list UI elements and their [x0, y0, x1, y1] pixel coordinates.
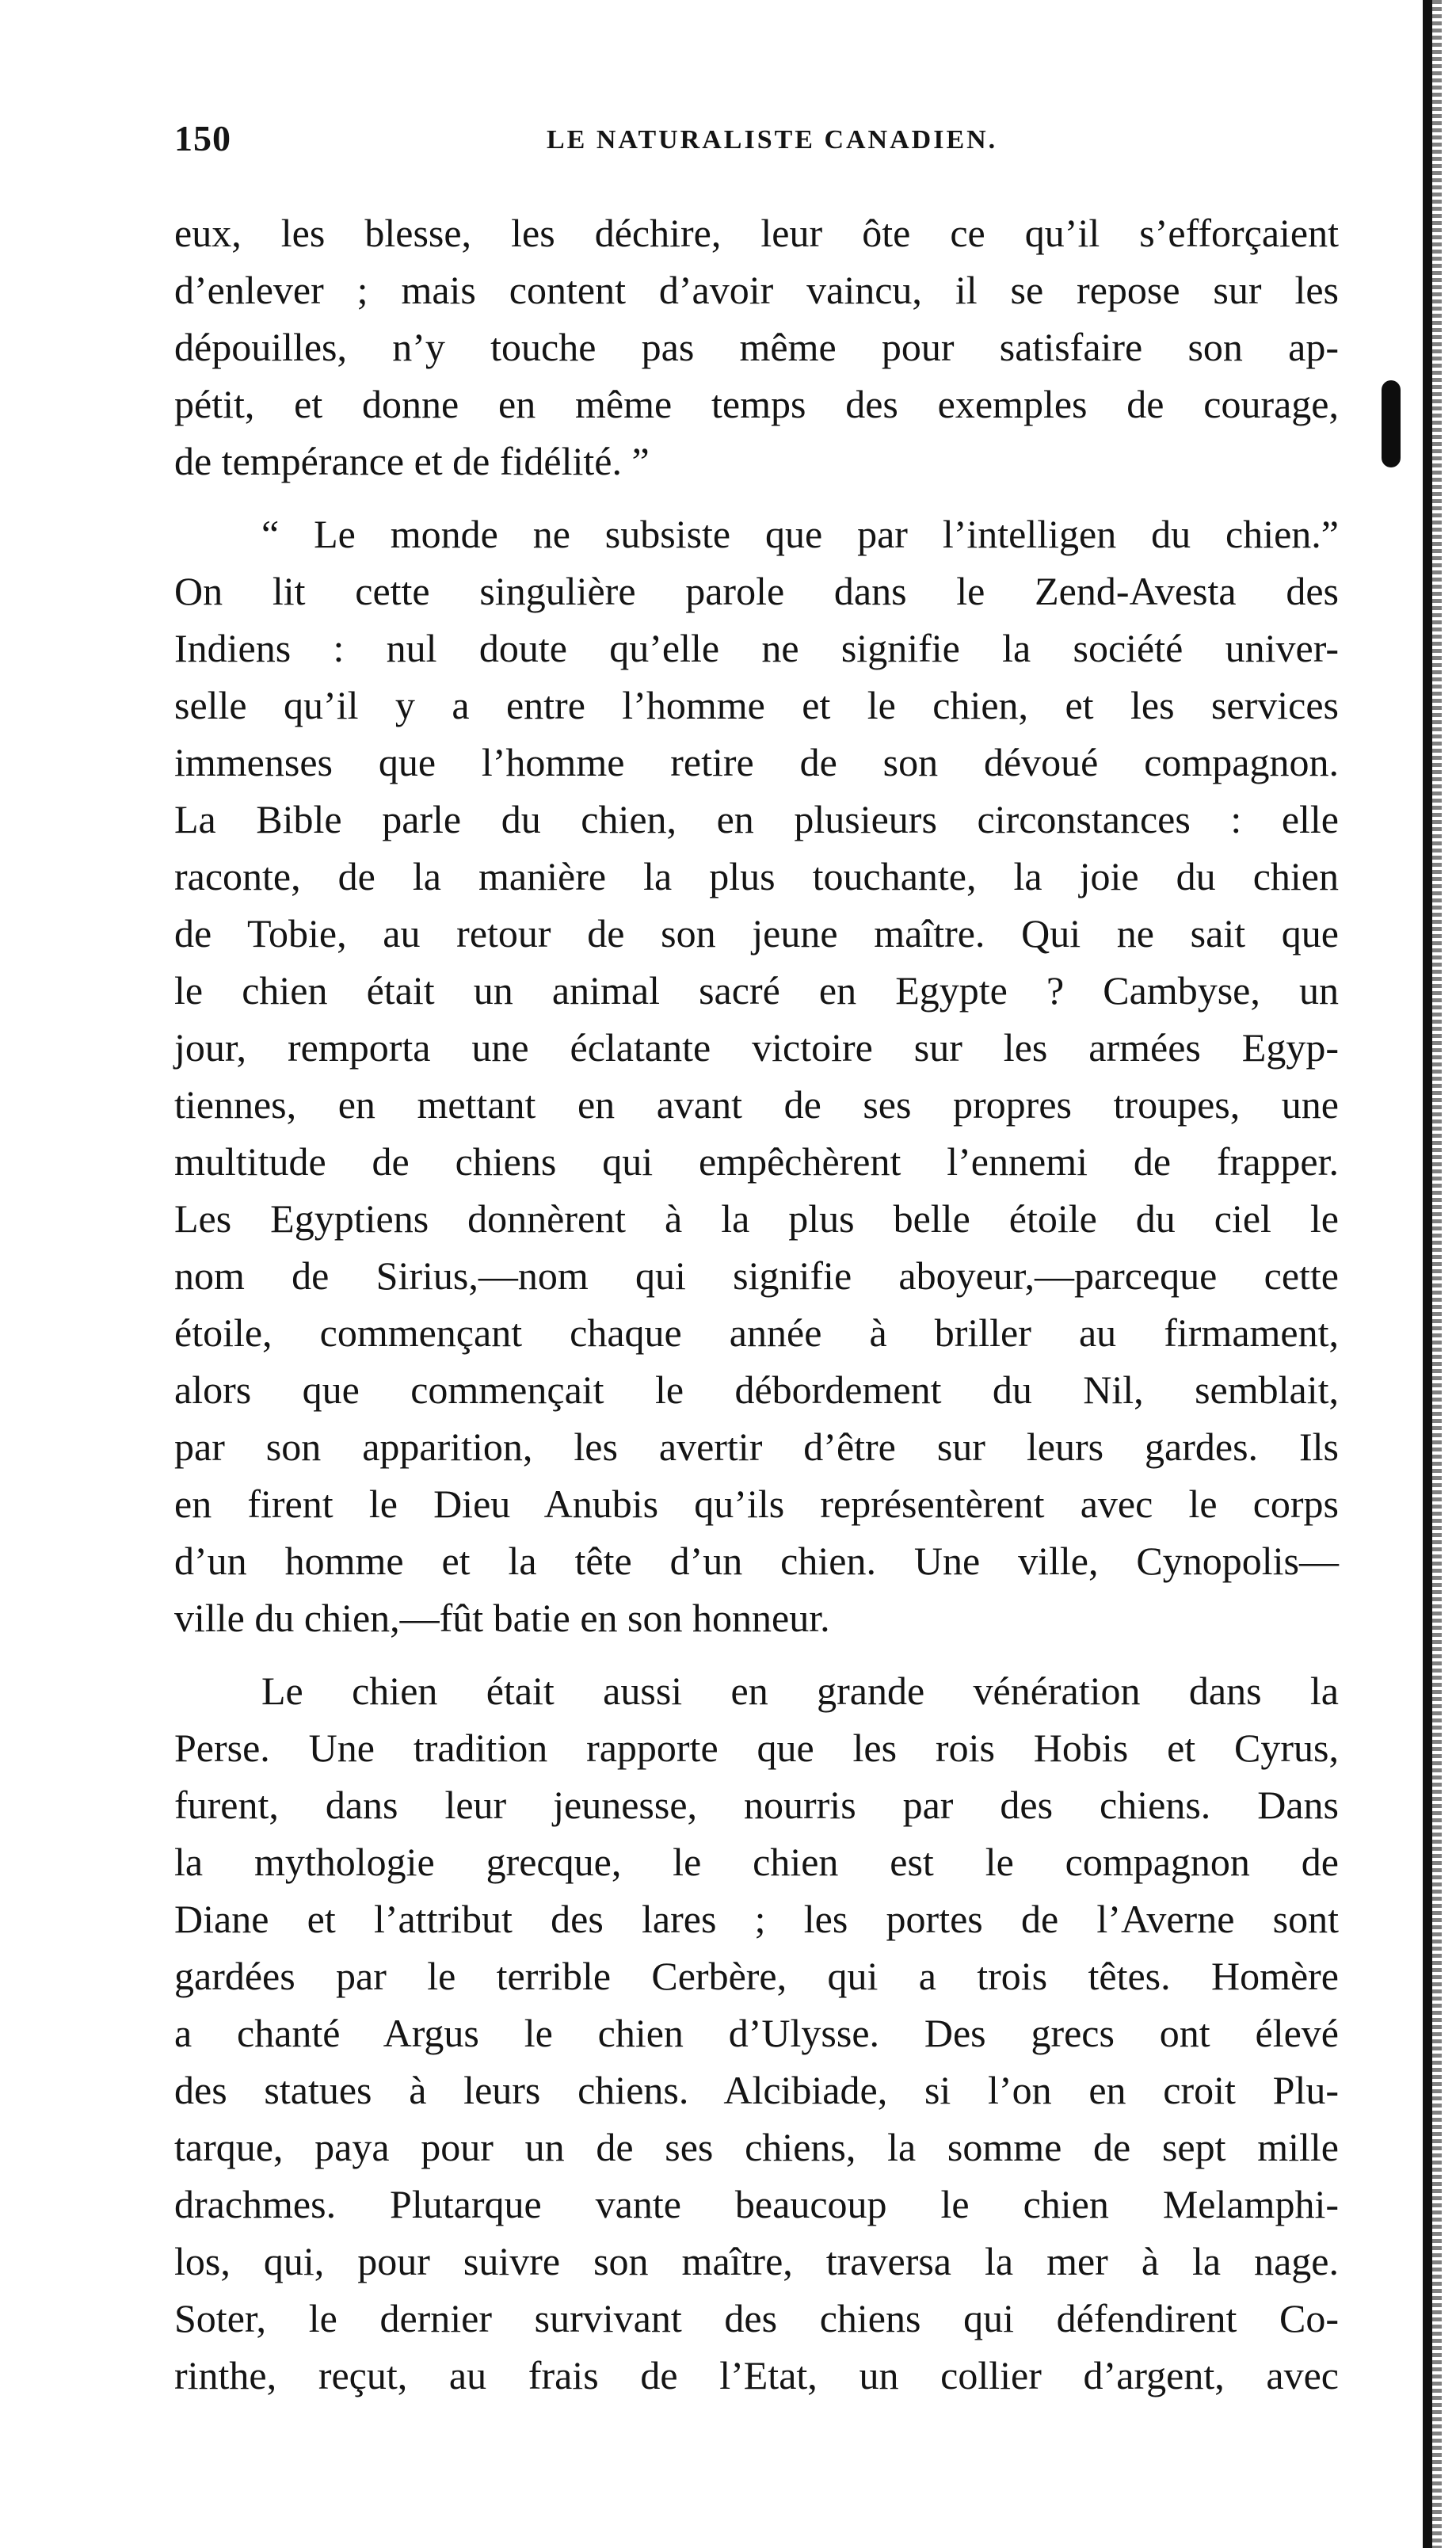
- text-line: étoile, commençant chaque année à briller au firmament,: [174, 1310, 1339, 1355]
- text-line: On lit cette singulière parole dans le Zend-Avesta des: [174, 569, 1339, 613]
- text-line: Soter, le dernier survivant des chiens qui défendirent Co-: [174, 2296, 1339, 2340]
- text-line: selle qu’il y a entre l’homme et le chien, et les services: [174, 683, 1339, 727]
- text-line: des statues à leurs chiens. Alcibiade, si l’on en croit Plu-: [174, 2068, 1339, 2112]
- text-line: Diane et l’attribut des lares ; les portes de l’Averne sont: [174, 1897, 1339, 1941]
- text-line: de Tobie, au retour de son jeune maître. Qui ne sait que: [174, 911, 1339, 956]
- text-line: ville du chien,—fût batie en son honneur.: [174, 1596, 830, 1640]
- text-line: d’enlever ; mais content d’avoir vaincu, il se repose sur les: [174, 268, 1339, 312]
- text-line: alors que commençait le débordement du Nil, semblait,: [174, 1367, 1339, 1412]
- text-line: le chien était un animal sacré en Egypte ? Cambyse, un: [174, 968, 1339, 1013]
- page-number: 150: [174, 118, 231, 158]
- text-line: “ Le monde ne subsiste que par l’intelligen du chien.”: [261, 512, 1339, 556]
- text-line: Le chien était aussi en grande vénération dans la: [261, 1669, 1339, 1713]
- text-line: drachmes. Plutarque vante beaucoup le chien Melamphi-: [174, 2182, 1339, 2226]
- text-line: eux, les blesse, les déchire, leur ôte ce qu’il s’efforçaient: [174, 211, 1339, 255]
- text-line: Indiens : nul doute qu’elle ne signifie la société univer-: [174, 626, 1339, 670]
- text-line: a chanté Argus le chien d’Ulysse. Des grecs ont élevé: [174, 2011, 1339, 2055]
- text-line: multitude de chiens qui empêchèrent l’ennemi de frapper.: [174, 1139, 1339, 1184]
- paragraph-gap: [174, 1646, 1339, 1662]
- text-line: par son apparition, les avertir d’être sur leurs gardes. Ils: [174, 1425, 1339, 1469]
- body-text: [174, 204, 1339, 2404]
- text-line: raconte, de la manière la plus touchante, la joie du chien: [174, 854, 1339, 898]
- page-header: [174, 117, 1299, 181]
- paragraph-gap: [174, 490, 1339, 505]
- text-line: d’un homme et la tête d’un chien. Une ville, Cynopolis—: [174, 1539, 1339, 1583]
- text-line: gardées par le terrible Cerbère, qui a trois têtes. Homère: [174, 1954, 1339, 1998]
- text-line: Perse. Une tradition rapporte que les rois Hobis et Cyrus,: [174, 1726, 1339, 1770]
- text-line: la mythologie grecque, le chien est le compagnon de: [174, 1840, 1339, 1884]
- running-head: LE NATURALISTE CANADIEN.: [547, 125, 998, 154]
- text-line: de tempérance et de fidélité. ”: [174, 439, 650, 483]
- text-line: los, qui, pour suivre son maître, traversa la mer à la nage.: [174, 2239, 1339, 2283]
- text-line: immenses que l’homme retire de son dévoué compagnon.: [174, 740, 1339, 784]
- page-edge-rule: [1423, 0, 1432, 2548]
- text-line: pétit, et donne en même temps des exemples de courage,: [174, 382, 1339, 426]
- text-line: Les Egyptiens donnèrent à la plus belle étoile du ciel le: [174, 1196, 1339, 1241]
- text-line: nom de Sirius,—nom qui signifie aboyeur,—parceque cette: [174, 1253, 1339, 1298]
- text-line: en firent le Dieu Anubis qu’ils représentèrent avec le corps: [174, 1482, 1339, 1526]
- text-line: La Bible parle du chien, en plusieurs circonstances : elle: [174, 797, 1339, 841]
- text-line: dépouilles, n’y touche pas même pour satisfaire son ap-: [174, 325, 1339, 369]
- text-line: tiennes, en mettant en avant de ses propres troupes, une: [174, 1082, 1339, 1127]
- ink-blot: [1382, 380, 1401, 467]
- text-line: rinthe, reçut, au frais de l’Etat, un collier d’argent, avec: [174, 2353, 1339, 2397]
- text-line: furent, dans leur jeunesse, nourris par des chiens. Dans: [174, 1783, 1339, 1827]
- text-line: tarque, paya pour un de ses chiens, la somme de sept mille: [174, 2125, 1339, 2169]
- text-line: jour, remporta une éclatante victoire sur les armées Egyp-: [174, 1025, 1339, 1070]
